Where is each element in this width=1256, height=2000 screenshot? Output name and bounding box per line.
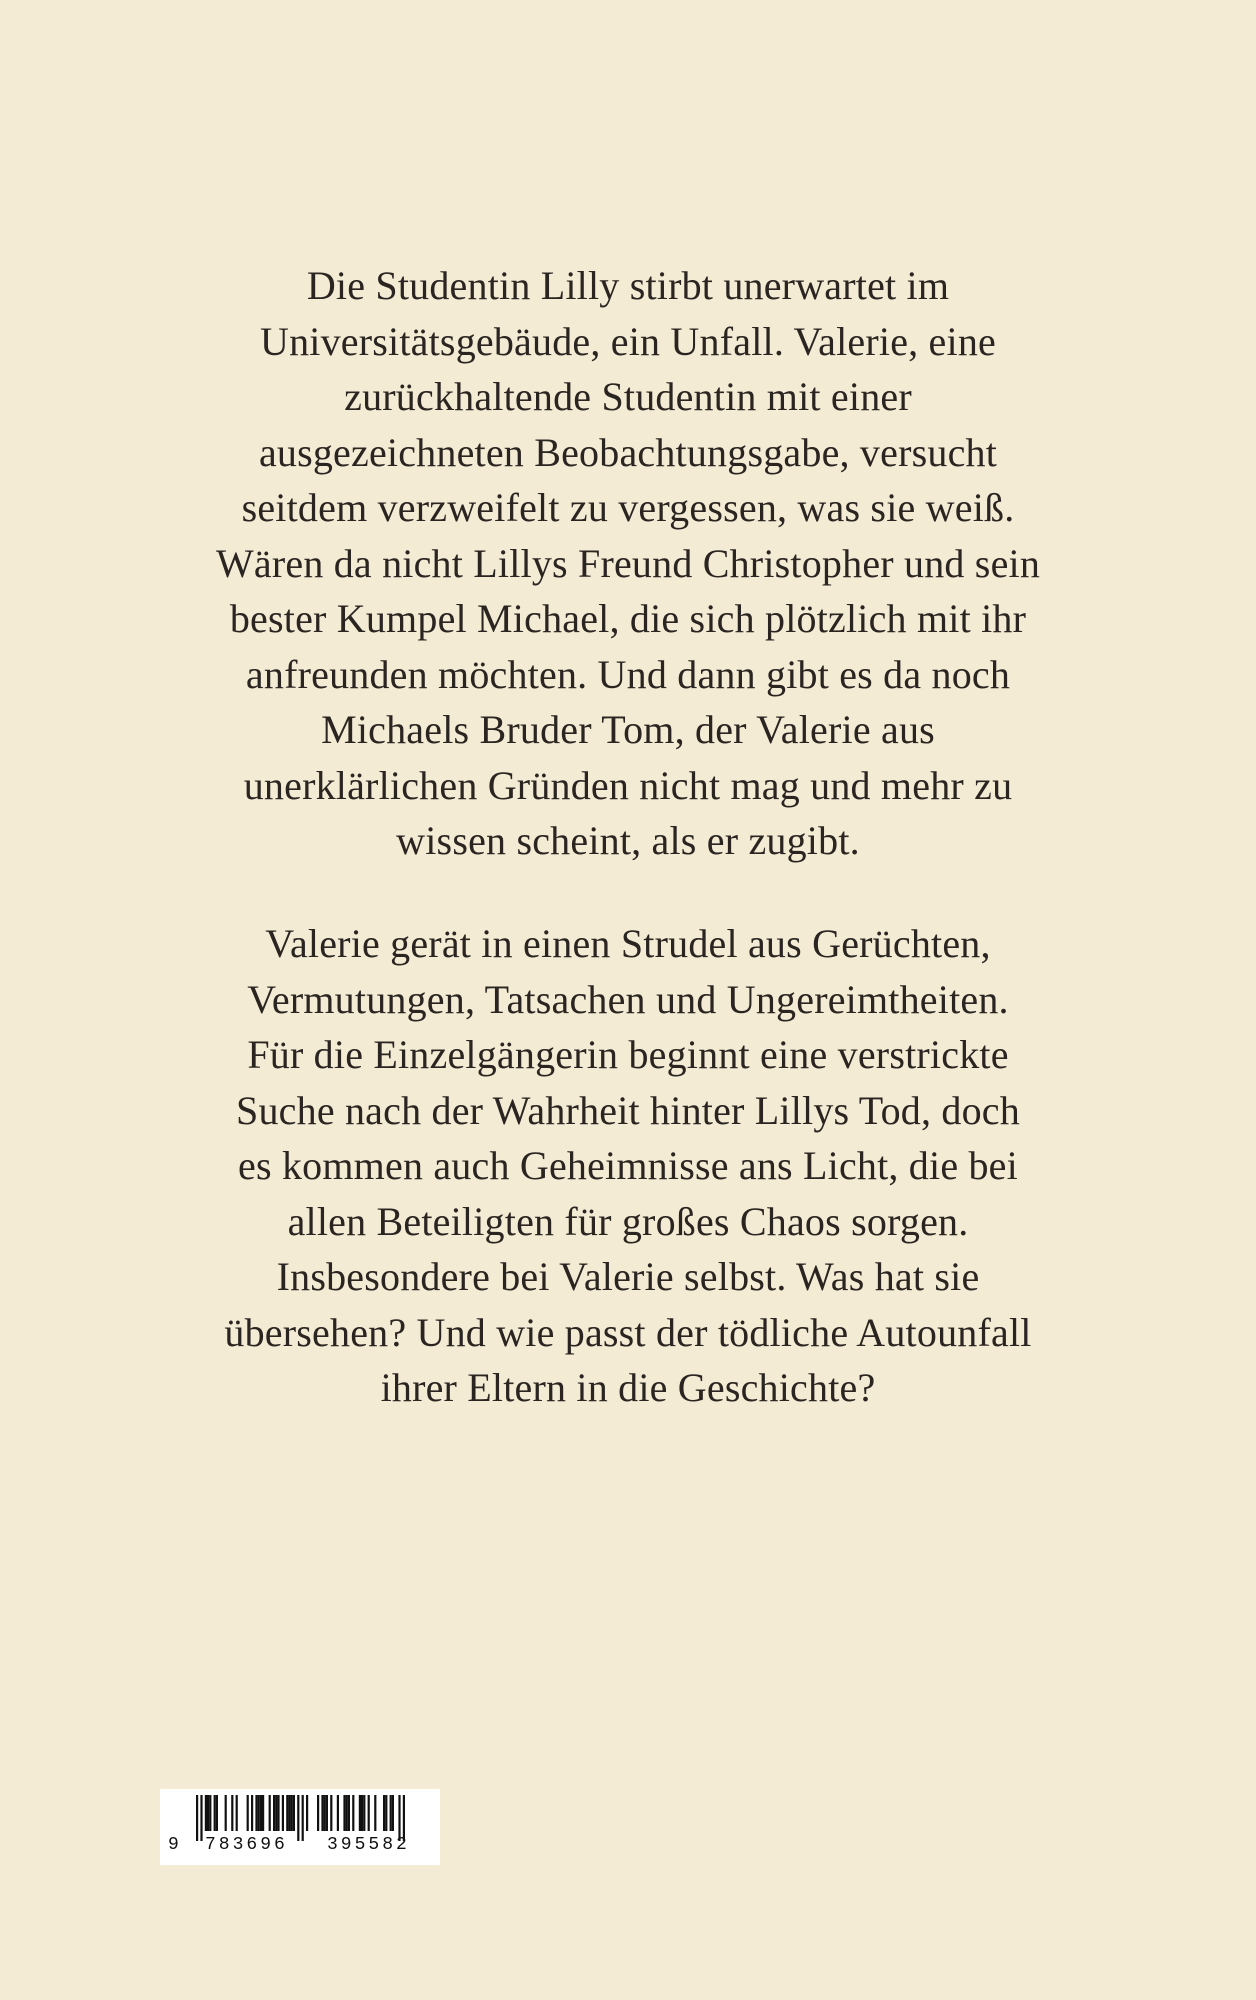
barcode-bar xyxy=(282,1795,284,1831)
barcode-bar xyxy=(337,1795,339,1831)
blurb-line: unerklärlichen Gründen nicht mag und mehr zu xyxy=(243,762,1013,808)
blurb-line: Universitätsgebäude, ein Unfall. Valerie, eine xyxy=(260,318,996,364)
blurb-line: Wären da nicht Lillys Freund Christopher und sein xyxy=(215,540,1041,586)
barcode-bar xyxy=(277,1795,279,1831)
blurb-line: ausgezeichneten Beobachtungsgabe, versucht xyxy=(258,429,998,475)
barcode-bar xyxy=(196,1795,198,1841)
barcode-bar xyxy=(205,1795,207,1831)
barcode-bar xyxy=(275,1795,277,1831)
barcode-left-digits: 783696 xyxy=(205,1835,288,1855)
barcode-bar xyxy=(324,1795,326,1831)
blurb-line: Für die Einzelgängerin beginnt eine verstrickte xyxy=(247,1032,1009,1077)
blurb-line: Suche nach der Wahrheit hinter Lillys Tod, doch xyxy=(236,1087,1020,1133)
barcode-bar xyxy=(214,1795,216,1831)
barcode-bar xyxy=(343,1795,345,1831)
barcode-bar xyxy=(317,1795,319,1831)
barcode-bar xyxy=(302,1795,304,1841)
blurb-line: seitdem verzweifelt zu vergessen, was sie weiß. xyxy=(241,485,1015,530)
barcode-bar xyxy=(231,1795,233,1831)
barcode-bar xyxy=(363,1795,365,1831)
barcode-bar xyxy=(236,1795,238,1831)
barcode-bar xyxy=(368,1795,370,1831)
barcode-bar xyxy=(269,1795,271,1831)
barcode-bar xyxy=(348,1795,350,1831)
barcode-bar xyxy=(207,1795,209,1831)
barcode-bar xyxy=(330,1795,332,1831)
barcode-bar xyxy=(306,1795,308,1831)
barcode-bar xyxy=(293,1795,295,1831)
barcode-bar xyxy=(262,1795,264,1831)
barcode-bar xyxy=(326,1795,328,1831)
barcode-bar xyxy=(383,1795,385,1831)
barcode-bar xyxy=(374,1795,376,1831)
barcode-bar xyxy=(385,1795,387,1831)
blurb-line: Michaels Bruder Tom, der Valerie aus xyxy=(321,707,935,752)
barcode-bar xyxy=(247,1795,249,1831)
barcode-bar xyxy=(361,1795,363,1831)
blurb-line: wissen scheint, als er zugibt. xyxy=(396,818,860,863)
blurb-line: allen Beteiligten für großes Chaos sorgen. xyxy=(287,1198,969,1244)
barcode-bar xyxy=(297,1795,299,1841)
blurb-line: Insbesondere bei Valerie selbst. Was hat sie xyxy=(276,1254,980,1299)
barcode-bar xyxy=(260,1795,262,1831)
barcode-bar xyxy=(392,1795,394,1831)
blurb-line: Vermutungen, Tatsachen und Ungereimtheiten. xyxy=(247,976,1009,1022)
blurb-line: es kommen auch Geheimnisse ans Licht, die bei xyxy=(238,1143,1018,1188)
barcode-bar xyxy=(346,1795,348,1831)
barcode-bar xyxy=(258,1795,260,1831)
barcode-bar xyxy=(291,1795,293,1831)
barcode-bar xyxy=(251,1795,253,1831)
barcode-bar xyxy=(273,1795,275,1831)
barcode-bar xyxy=(321,1795,323,1831)
barcode-bar xyxy=(352,1795,354,1831)
blurb-line: Valerie gerät in einen Strudel aus Gerüchten, xyxy=(265,921,991,966)
blurb-line: ihrer Eltern in die Geschichte? xyxy=(380,1365,876,1410)
barcode-bar xyxy=(288,1795,290,1831)
blurb-line: anfreunden möchten. Und dann gibt es da noch xyxy=(245,651,1011,697)
barcode-bar xyxy=(216,1795,218,1831)
barcode-bar xyxy=(359,1795,361,1831)
blurb-line: Die Studentin Lilly stirbt unerwartet im xyxy=(306,263,950,308)
blurb-line: bester Kumpel Michael, die sich plötzlich mit ihr xyxy=(229,596,1027,641)
barcode-bar xyxy=(209,1795,211,1831)
barcode-bar xyxy=(286,1795,288,1831)
barcode-right-digits: 395582 xyxy=(327,1835,410,1855)
isbn-barcode xyxy=(160,1789,440,1865)
barcode-bar xyxy=(390,1795,392,1831)
blurb-line: übersehen? Und wie passt der tödliche Autounfall xyxy=(224,1309,1032,1355)
blurb-line: zurückhaltende Studentin mit einer xyxy=(344,374,912,419)
barcode-bar xyxy=(255,1795,257,1831)
barcode-bar xyxy=(225,1795,227,1831)
barcode-bar xyxy=(200,1795,202,1841)
barcode-first-digit: 9 xyxy=(168,1835,179,1855)
blurb-paragraph-1 xyxy=(140,258,1116,869)
blurb-paragraph-2 xyxy=(140,916,1116,1416)
